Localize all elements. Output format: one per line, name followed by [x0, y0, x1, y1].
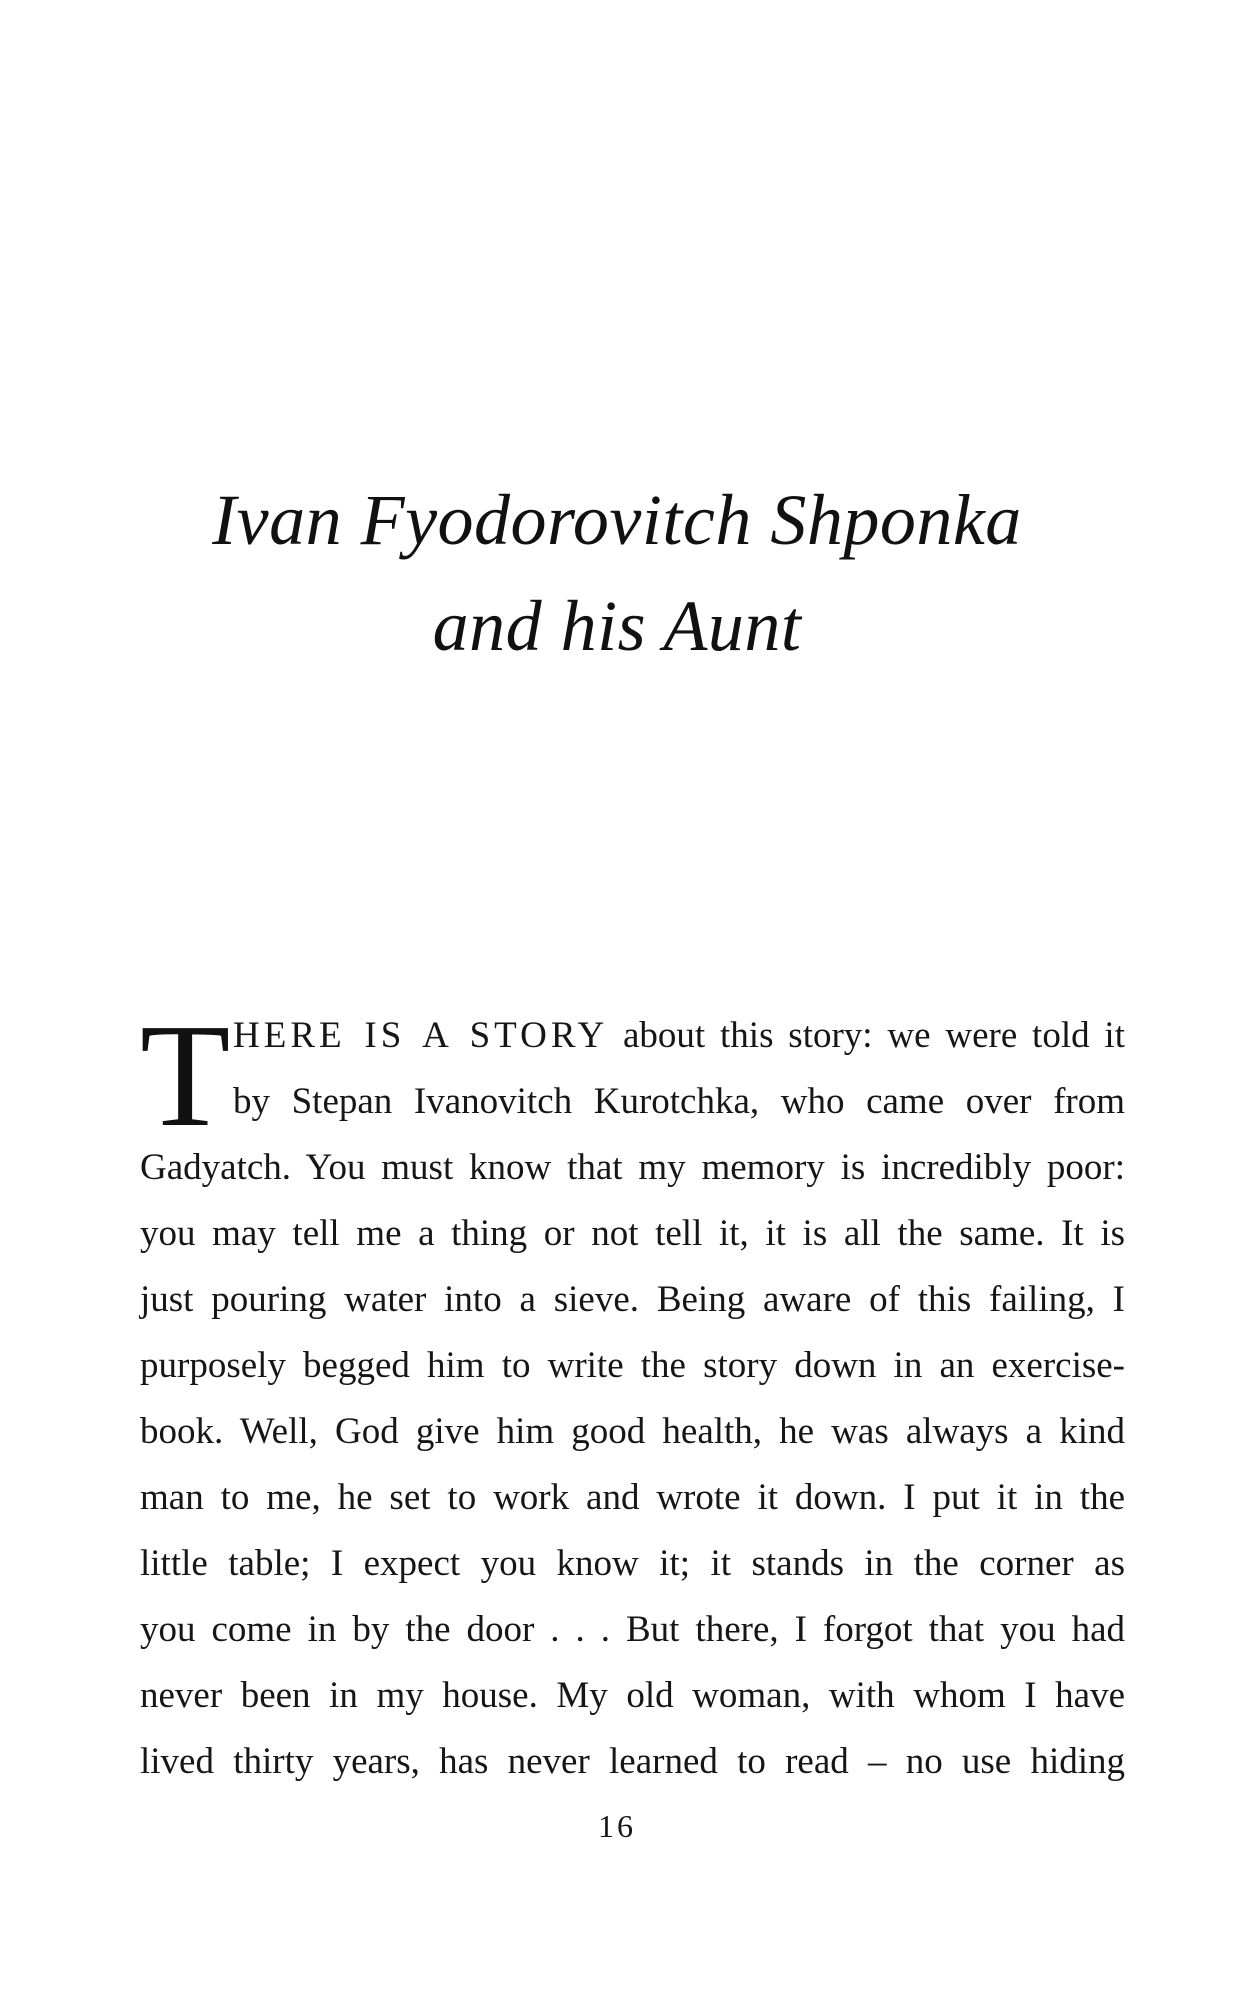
- text-line-10: you come in by the door . . . But there, I forgot that you had: [140, 1609, 1125, 1650]
- page-number: 16: [598, 1808, 636, 1844]
- chapter-title-line-2: and his Aunt: [432, 586, 802, 666]
- text-line-4: you may tell me a thing or not tell it, it is all the same. It is: [140, 1213, 1125, 1254]
- text-line-9: little table; I expect you know it; it stands in the corner as: [140, 1543, 1125, 1584]
- text-line-2: by Stepan Ivanovitch Kurotchka, who came over from: [233, 1081, 1125, 1122]
- text-line-6: purposely begged him to write the story down in an exercise-: [140, 1345, 1125, 1386]
- text-line-8: man to me, he set to work and wrote it down. I put it in the: [140, 1477, 1125, 1518]
- text-line-1: [233, 1003, 1125, 1069]
- opening-small-caps: HERE IS A STORY: [233, 1015, 609, 1056]
- text-line-11: never been in my house. My old woman, with whom I have: [140, 1675, 1125, 1716]
- text-line-7: book. Well, God give him good health, he was always a kind: [140, 1411, 1125, 1452]
- text-line-5: just pouring water into a sieve. Being aware of this failing, I: [140, 1279, 1125, 1320]
- drop-cap: T: [140, 994, 231, 1158]
- opening-line-rest: about this story: we were told it: [608, 1015, 1125, 1056]
- chapter-title-line-1: Ivan Fyodorovitch Shponka: [212, 480, 1022, 560]
- text-line-12: lived thirty years, has never learned to read – no use hiding: [140, 1741, 1125, 1782]
- text-line-3: Gadyatch. You must know that my memory is incredibly poor:: [140, 1147, 1125, 1188]
